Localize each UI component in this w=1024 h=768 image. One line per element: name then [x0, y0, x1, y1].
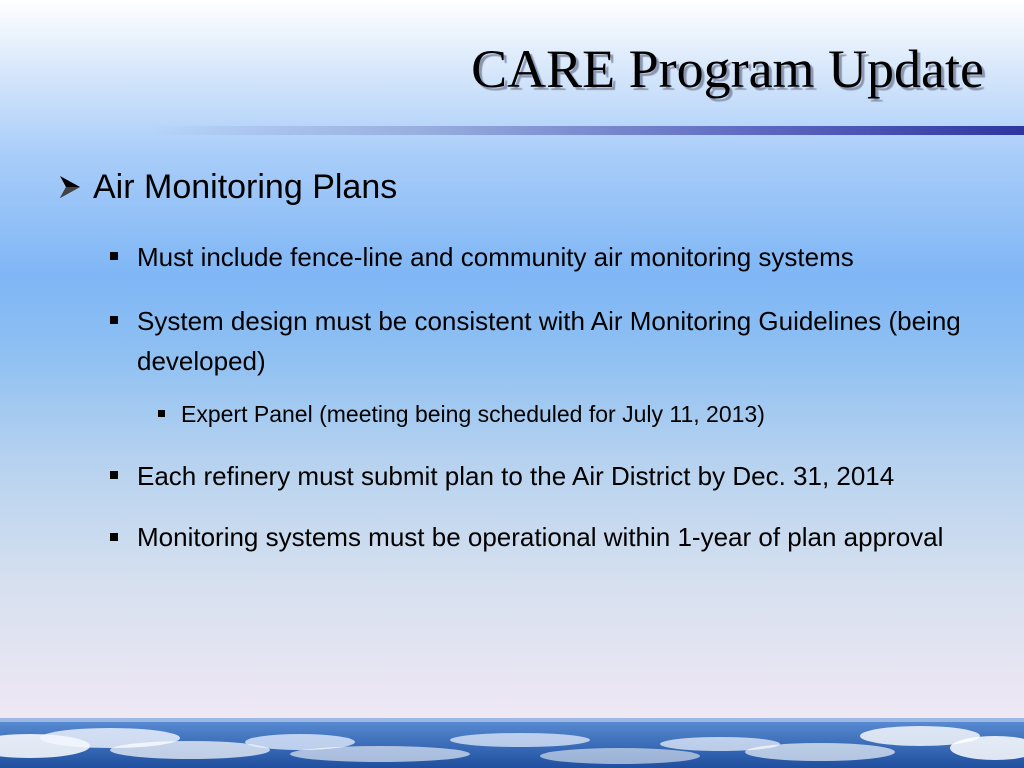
section-heading: Air Monitoring Plans — [93, 168, 398, 206]
square-bullet-icon — [110, 252, 118, 260]
sub-bullet-text: Expert Panel (meeting being scheduled for July 11, 2013) — [181, 401, 765, 427]
list-item — [110, 301, 1010, 381]
slide-title: CARE Program Update — [471, 39, 984, 99]
square-bullet-icon — [158, 410, 165, 417]
list-item — [110, 237, 1010, 277]
cloud-footer-image — [0, 718, 1024, 768]
bullet-text: Monitoring systems must be operational within 1-year of plan approval — [137, 522, 944, 552]
bullet-text: Must include fence-line and community air monitoring systems — [137, 242, 854, 272]
bullet-text: System design must be consistent with Air Monitoring Guidelines (being developed) — [137, 306, 961, 376]
square-bullet-icon — [110, 533, 118, 541]
square-bullet-icon — [110, 471, 118, 479]
bullet-text: Each refinery must submit plan to the Air District by Dec. 31, 2014 — [137, 461, 895, 491]
title-underline — [150, 126, 1024, 135]
list-item — [110, 456, 1010, 496]
square-bullet-icon — [110, 316, 118, 324]
sub-list-item — [158, 397, 1018, 431]
arrow-bullet-icon — [57, 174, 83, 200]
list-item — [110, 520, 1010, 555]
heading-bullet — [57, 168, 397, 207]
